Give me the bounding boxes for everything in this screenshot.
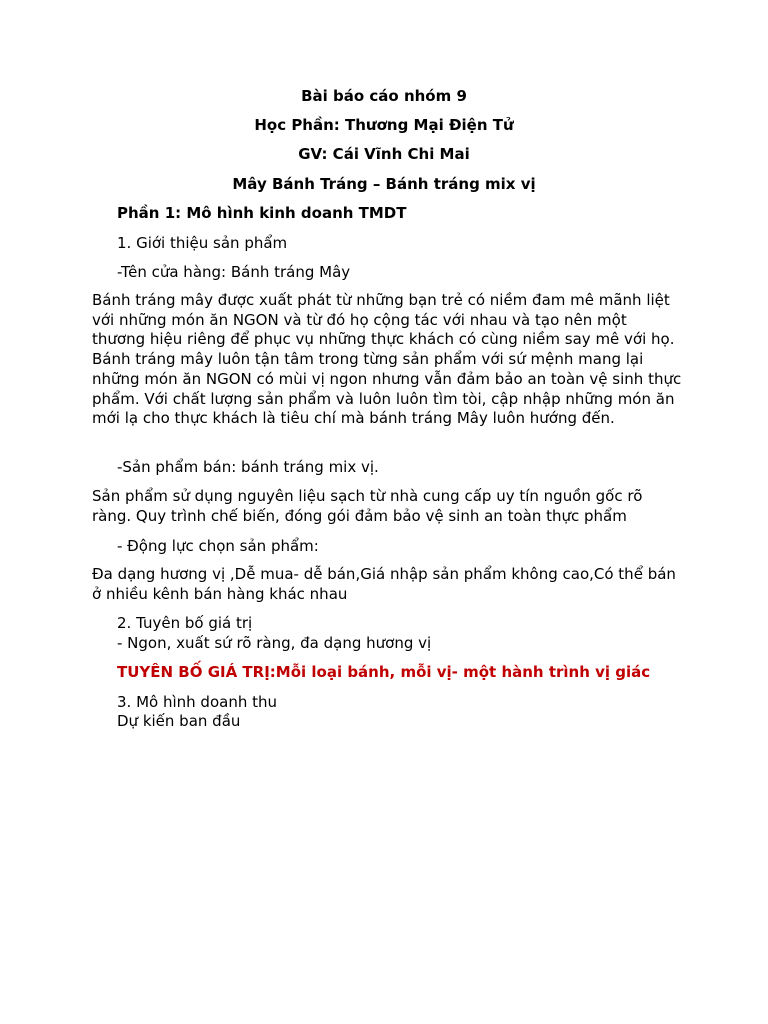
report-title: Bài báo cáo nhóm 9 — [301, 87, 467, 105]
motivation-paragraph: Đa dạng hương vị ,Dễ mua- dễ bán,Giá nhập sản phẩm không cao,Có thể bán ở nhiều kênh bán hàng khác nhau — [92, 565, 676, 603]
store-name-line: -Tên cửa hàng: Bánh tráng Mây — [117, 263, 351, 281]
list-item-value-proposition: 2. Tuyên bố giá trị — [117, 614, 253, 632]
brand-title: Mây Bánh Tráng – Bánh tráng mix vị — [232, 175, 536, 193]
list-item-product-intro: 1. Giới thiệu sản phẩm — [117, 234, 288, 252]
value-statement: TUYÊN BỐ GIÁ TRỊ:Mỗi loại bánh, mỗi vị- một hành trình vị giác — [117, 663, 651, 681]
list-item-revenue-model: 3. Mô hình doanh thu — [117, 693, 277, 711]
initial-estimate-line: Dự kiến ban đầu — [117, 712, 241, 730]
intro-paragraph: Bánh tráng mây được xuất phát từ những bạn trẻ có niềm đam mê mãnh liệt với những món ăn NGON và từ đó họ cộng tác với nhau và tạo nên một thương hiệu riêng để phục vụ những thực khách có cùng niềm say mê với họ. Bánh tráng mây luôn tận tâm trong từng sản phẩm với sứ mệnh mang lại những món ăn NGON có mùi vị ngon nhưng vẫn đảm bảo an toàn vệ sinh thực phẩm. Với chất lượng sản phẩm và luôn luôn tìm tòi, cập nhập những món ăn mới lạ cho thực khách là tiêu chí mà bánh tráng Mây luôn hướng đến. — [92, 291, 682, 428]
course-name: Học Phần: Thương Mại Điện Tử — [254, 116, 514, 134]
section-heading: Phần 1: Mô hình kinh doanh TMDT — [117, 204, 407, 222]
product-line: -Sản phẩm bán: bánh tráng mix vị. — [117, 458, 379, 476]
motivation-line: - Động lực chọn sản phẩm: — [117, 537, 319, 555]
product-paragraph: Sản phẩm sử dụng nguyên liệu sạch từ nhà cung cấp uy tín nguồn gốc rõ ràng. Quy trình chế biến, đóng gói đảm bảo vệ sinh an toàn thực phẩm — [92, 487, 643, 525]
value-points-line: - Ngon, xuất sứ rõ ràng, đa dạng hương vị — [117, 634, 432, 652]
lecturer-name: GV: Cái Vĩnh Chi Mai — [298, 145, 470, 163]
